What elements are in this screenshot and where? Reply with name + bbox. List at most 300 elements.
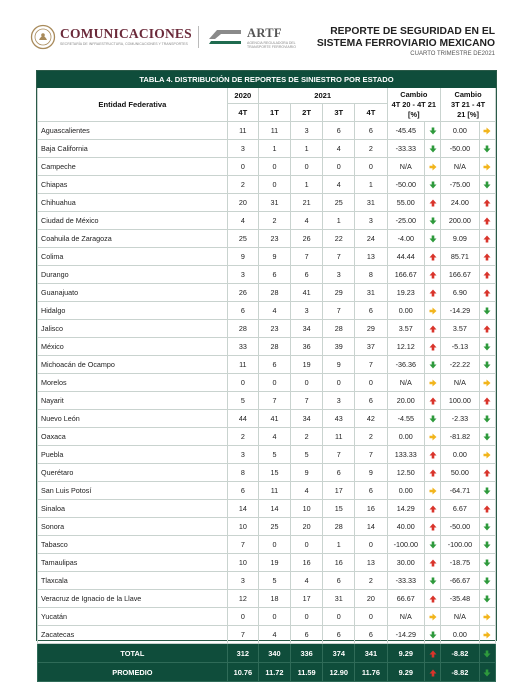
value-2t-2021: 26: [291, 230, 323, 248]
entity-name: Michoacán de Ocampo: [38, 356, 228, 374]
value-2t-2021: 7: [291, 392, 323, 410]
arrow-down-icon: [425, 410, 441, 428]
value-2t-2021: 336: [291, 644, 323, 663]
entity-name: Zacatecas: [38, 626, 228, 644]
change-quarterly-value: 9.09: [441, 230, 480, 248]
arrow-up-icon: [479, 284, 495, 302]
value-2t-2021: 4: [291, 572, 323, 590]
arrow-up-icon: [479, 464, 495, 482]
value-4t-2021: 11.76: [355, 663, 387, 682]
arrow-down-icon: [479, 356, 495, 374]
value-4t-2021: 13: [355, 248, 387, 266]
artf-logo: [207, 24, 317, 52]
change-annual-value: 66.67: [387, 590, 425, 608]
value-4t-2021: 9: [355, 464, 387, 482]
change-annual-value: 0.00: [387, 428, 425, 446]
change-quarterly-value: -64.71: [441, 482, 480, 500]
change-quarterly-value: 200.00: [441, 212, 480, 230]
table-row: [38, 302, 496, 320]
value-3t-2021: 6: [323, 464, 355, 482]
value-4t-2021: 13: [355, 554, 387, 572]
value-1t-2021: 41: [258, 410, 290, 428]
change-quarterly-value: 0.00: [441, 122, 480, 140]
arrow-up-icon: [479, 320, 495, 338]
value-4t-2021: 2: [355, 140, 387, 158]
change-annual-value: 166.67: [387, 266, 425, 284]
value-4t-2021: 7: [355, 446, 387, 464]
entity-name: Hidalgo: [38, 302, 228, 320]
table-row: [38, 482, 496, 500]
entity-name: Querétaro: [38, 464, 228, 482]
arrow-down-icon: [479, 482, 495, 500]
value-4t-2021: 1: [355, 176, 387, 194]
change-annual-value: 0.00: [387, 482, 425, 500]
entity-name: Tlaxcala: [38, 572, 228, 590]
change-annual-value: 9.29: [387, 644, 425, 663]
value-1t-2021: 2: [258, 212, 290, 230]
value-3t-2021: 6: [323, 572, 355, 590]
arrow-down-icon: [425, 356, 441, 374]
value-2t-2021: 5: [291, 446, 323, 464]
value-1t-2021: 6: [258, 356, 290, 374]
report-title-line-2: SISTEMA FERROVIARIO MEXICANO: [316, 38, 495, 49]
change-quarterly-value: -35.48: [441, 590, 480, 608]
report-title-line-1: REPORTE DE SEGURIDAD EN EL: [330, 26, 495, 37]
value-3t-2021: 17: [323, 482, 355, 500]
arrow-down-icon: [425, 536, 441, 554]
comunicaciones-logo: [30, 24, 190, 52]
page-header: [0, 0, 516, 66]
arrow-right-icon: [479, 446, 495, 464]
value-3t-2021: 374: [323, 644, 355, 663]
value-2t-2021: 9: [291, 464, 323, 482]
value-4t-2020: 14: [227, 500, 258, 518]
value-2t-2021: 1: [291, 140, 323, 158]
table-row: [38, 590, 496, 608]
value-3t-2021: 43: [323, 410, 355, 428]
value-3t-2021: 11: [323, 428, 355, 446]
arrow-up-icon: [425, 500, 441, 518]
arrow-down-icon: [479, 554, 495, 572]
table-row: [38, 464, 496, 482]
value-1t-2021: 5: [258, 572, 290, 590]
arrow-up-icon: [479, 194, 495, 212]
value-4t-2020: 0: [227, 158, 258, 176]
value-3t-2021: 4: [323, 176, 355, 194]
arrow-up-icon: [425, 590, 441, 608]
logo-divider: [198, 26, 199, 48]
value-2t-2021: 7: [291, 248, 323, 266]
arrow-down-icon: [479, 338, 495, 356]
table-row: [38, 626, 496, 644]
entity-name: Jalisco: [38, 320, 228, 338]
arrow-right-icon: [479, 626, 495, 644]
change-annual-value: 12.50: [387, 464, 425, 482]
value-3t-2021: 7: [323, 248, 355, 266]
arrow-up-icon: [425, 554, 441, 572]
entity-name: Ciudad de México: [38, 212, 228, 230]
value-2t-2021: 3: [291, 122, 323, 140]
change-quarterly-value: -5.13: [441, 338, 480, 356]
arrow-up-icon: [425, 248, 441, 266]
total-row: [38, 644, 496, 663]
value-1t-2021: 4: [258, 626, 290, 644]
col-header-4t-2021: 4T: [355, 104, 387, 122]
change-annual-value: N/A: [387, 374, 425, 392]
change-annual-value: -45.45: [387, 122, 425, 140]
artf-title: ARTF: [247, 26, 282, 40]
change-annual-value: -33.33: [387, 140, 425, 158]
value-2t-2021: 0: [291, 374, 323, 392]
arrow-down-icon: [479, 644, 495, 663]
change-annual-value: N/A: [387, 608, 425, 626]
arrow-up-icon: [479, 500, 495, 518]
table-row: [38, 500, 496, 518]
value-3t-2021: 6: [323, 626, 355, 644]
value-1t-2021: 23: [258, 320, 290, 338]
arrow-up-icon: [425, 284, 441, 302]
value-3t-2021: 0: [323, 608, 355, 626]
table-row: [38, 338, 496, 356]
value-4t-2021: 6: [355, 626, 387, 644]
value-4t-2020: 2: [227, 428, 258, 446]
col-header-4t-2020: 4T: [227, 104, 258, 122]
table-row: [38, 158, 496, 176]
value-4t-2020: 28: [227, 320, 258, 338]
value-2t-2021: 10: [291, 500, 323, 518]
value-1t-2021: 6: [258, 266, 290, 284]
artf-subtitle: AGENCIA REGULADORA DEL TRANSPORTE FERROVIARIO: [247, 41, 296, 49]
report-title: [317, 26, 495, 50]
table-caption: TABLA 4. DISTRIBUCIÓN DE REPORTES DE SINIESTRO POR ESTADO: [38, 72, 496, 88]
table-row: [38, 176, 496, 194]
value-4t-2021: 0: [355, 536, 387, 554]
value-4t-2020: 7: [227, 536, 258, 554]
change-annual-value: 3.57: [387, 320, 425, 338]
value-4t-2020: 10: [227, 554, 258, 572]
arrow-down-icon: [479, 518, 495, 536]
table-row: [38, 230, 496, 248]
col-header-3t-2021: 3T: [323, 104, 355, 122]
value-2t-2021: 4: [291, 482, 323, 500]
change-annual-value: 12.12: [387, 338, 425, 356]
table-row: [38, 140, 496, 158]
value-4t-2020: 25: [227, 230, 258, 248]
value-3t-2021: 7: [323, 302, 355, 320]
value-2t-2021: 16: [291, 554, 323, 572]
arrow-up-icon: [425, 663, 441, 682]
value-4t-2021: 42: [355, 410, 387, 428]
value-2t-2021: 0: [291, 158, 323, 176]
entity-name: Coahuila de Zaragoza: [38, 230, 228, 248]
value-4t-2021: 0: [355, 608, 387, 626]
change-quarterly-value: 6.67: [441, 500, 480, 518]
value-1t-2021: 23: [258, 230, 290, 248]
report-period: CUARTO TRIMESTRE DE2021: [410, 51, 495, 57]
value-1t-2021: 11: [258, 482, 290, 500]
value-2t-2021: 0: [291, 536, 323, 554]
change-quarterly-value: N/A: [441, 608, 480, 626]
value-2t-2021: 19: [291, 356, 323, 374]
entity-name: Sinaloa: [38, 500, 228, 518]
entity-name: Veracruz de Ignacio de la Llave: [38, 590, 228, 608]
value-4t-2020: 3: [227, 572, 258, 590]
entity-name: San Luis Potosí: [38, 482, 228, 500]
arrow-up-icon: [425, 464, 441, 482]
national-seal-icon: [30, 24, 56, 50]
change-quarterly-value: 100.00: [441, 392, 480, 410]
value-4t-2021: 14: [355, 518, 387, 536]
value-4t-2020: 3: [227, 446, 258, 464]
col-header-2021: 2021: [258, 88, 387, 104]
entity-name: Puebla: [38, 446, 228, 464]
value-4t-2020: 12: [227, 590, 258, 608]
value-4t-2021: 37: [355, 338, 387, 356]
value-4t-2020: 33: [227, 338, 258, 356]
value-2t-2021: 34: [291, 320, 323, 338]
value-4t-2021: 0: [355, 158, 387, 176]
value-3t-2021: 29: [323, 284, 355, 302]
change-quarterly-value: 0.00: [441, 626, 480, 644]
arrow-down-icon: [479, 428, 495, 446]
arrow-up-icon: [425, 518, 441, 536]
change-quarterly-value: 166.67: [441, 266, 480, 284]
change-quarterly-value: 6.90: [441, 284, 480, 302]
value-2t-2021: 36: [291, 338, 323, 356]
arrow-down-icon: [425, 572, 441, 590]
change-quarterly-value: -66.67: [441, 572, 480, 590]
entity-name: Morelos: [38, 374, 228, 392]
entity-name: Guanajuato: [38, 284, 228, 302]
value-1t-2021: 1: [258, 140, 290, 158]
arrow-up-icon: [479, 392, 495, 410]
value-1t-2021: 28: [258, 284, 290, 302]
entity-name: Campeche: [38, 158, 228, 176]
value-4t-2021: 6: [355, 392, 387, 410]
arrow-right-icon: [425, 302, 441, 320]
entity-name: Sonora: [38, 518, 228, 536]
value-4t-2020: 6: [227, 302, 258, 320]
change-annual-value: -100.00: [387, 536, 425, 554]
change-quarterly-value: -50.00: [441, 140, 480, 158]
value-4t-2021: 16: [355, 500, 387, 518]
entity-name: TOTAL: [38, 644, 228, 663]
arrow-down-icon: [425, 122, 441, 140]
value-4t-2021: 0: [355, 374, 387, 392]
arrow-up-icon: [479, 212, 495, 230]
promedio-row: [38, 663, 496, 682]
table-row: [38, 194, 496, 212]
value-2t-2021: 6: [291, 266, 323, 284]
value-2t-2021: 20: [291, 518, 323, 536]
table-row: [38, 410, 496, 428]
value-1t-2021: 18: [258, 590, 290, 608]
change-quarterly-value: -50.00: [441, 518, 480, 536]
change-quarterly-value: N/A: [441, 374, 480, 392]
col-header-cambio-anual: Cambio 4T 20 - 4T 21 [%]: [387, 88, 441, 122]
value-2t-2021: 34: [291, 410, 323, 428]
change-annual-value: 55.00: [387, 194, 425, 212]
arrow-right-icon: [479, 158, 495, 176]
value-4t-2020: 11: [227, 122, 258, 140]
value-1t-2021: 31: [258, 194, 290, 212]
table-row: [38, 518, 496, 536]
arrow-down-icon: [479, 140, 495, 158]
change-quarterly-value: -75.00: [441, 176, 480, 194]
change-quarterly-value: 85.71: [441, 248, 480, 266]
value-4t-2020: 5: [227, 392, 258, 410]
change-annual-value: 14.29: [387, 500, 425, 518]
value-1t-2021: 0: [258, 374, 290, 392]
value-1t-2021: 340: [258, 644, 290, 663]
change-annual-value: 44.44: [387, 248, 425, 266]
comunicaciones-subtitle: SECRETARÍA DE INFRAESTRUCTURA, COMUNICACIONES Y TRANSPORTES: [60, 42, 188, 46]
value-4t-2020: 10.76: [227, 663, 258, 682]
change-annual-value: 0.00: [387, 302, 425, 320]
value-3t-2021: 31: [323, 590, 355, 608]
value-2t-2021: 1: [291, 176, 323, 194]
table-row: [38, 248, 496, 266]
arrow-up-icon: [425, 194, 441, 212]
table-row: [38, 356, 496, 374]
arrow-down-icon: [479, 572, 495, 590]
change-annual-value: 40.00: [387, 518, 425, 536]
value-1t-2021: 4: [258, 428, 290, 446]
value-4t-2020: 26: [227, 284, 258, 302]
value-3t-2021: 7: [323, 446, 355, 464]
table-row: [38, 572, 496, 590]
arrow-right-icon: [425, 158, 441, 176]
table-row: [38, 122, 496, 140]
value-2t-2021: 41: [291, 284, 323, 302]
arrow-right-icon: [425, 428, 441, 446]
arrow-down-icon: [425, 176, 441, 194]
value-2t-2021: 17: [291, 590, 323, 608]
value-4t-2020: 11: [227, 356, 258, 374]
value-1t-2021: 11: [258, 122, 290, 140]
change-annual-value: -14.29: [387, 626, 425, 644]
change-quarterly-value: 0.00: [441, 446, 480, 464]
value-1t-2021: 15: [258, 464, 290, 482]
value-2t-2021: 2: [291, 428, 323, 446]
value-1t-2021: 0: [258, 536, 290, 554]
arrow-down-icon: [425, 230, 441, 248]
value-4t-2020: 312: [227, 644, 258, 663]
change-annual-value: -50.00: [387, 176, 425, 194]
col-header-2t-2021: 2T: [291, 104, 323, 122]
arrow-up-icon: [479, 248, 495, 266]
table-row: [38, 284, 496, 302]
entity-name: Aguascalientes: [38, 122, 228, 140]
table-row: [38, 266, 496, 284]
value-4t-2020: 44: [227, 410, 258, 428]
value-1t-2021: 11.72: [258, 663, 290, 682]
entity-name: Oaxaca: [38, 428, 228, 446]
arrow-down-icon: [479, 176, 495, 194]
arrow-right-icon: [479, 374, 495, 392]
value-4t-2021: 6: [355, 122, 387, 140]
change-annual-value: -33.33: [387, 572, 425, 590]
value-1t-2021: 4: [258, 302, 290, 320]
value-1t-2021: 25: [258, 518, 290, 536]
value-2t-2021: 4: [291, 212, 323, 230]
value-2t-2021: 6: [291, 626, 323, 644]
value-2t-2021: 0: [291, 608, 323, 626]
value-4t-2021: 7: [355, 356, 387, 374]
value-3t-2021: 3: [323, 266, 355, 284]
value-2t-2021: 21: [291, 194, 323, 212]
value-4t-2020: 8: [227, 464, 258, 482]
entity-name: Durango: [38, 266, 228, 284]
table-row: [38, 536, 496, 554]
value-4t-2021: 29: [355, 320, 387, 338]
arrow-up-icon: [425, 320, 441, 338]
value-4t-2020: 9: [227, 248, 258, 266]
value-4t-2021: 20: [355, 590, 387, 608]
change-annual-value: N/A: [387, 158, 425, 176]
value-4t-2021: 2: [355, 572, 387, 590]
value-1t-2021: 14: [258, 500, 290, 518]
value-3t-2021: 3: [323, 392, 355, 410]
arrow-up-icon: [425, 338, 441, 356]
value-4t-2020: 4: [227, 212, 258, 230]
entity-name: México: [38, 338, 228, 356]
value-1t-2021: 28: [258, 338, 290, 356]
value-1t-2021: 7: [258, 392, 290, 410]
col-header-1t-2021: 1T: [258, 104, 290, 122]
entity-name: Yucatán: [38, 608, 228, 626]
value-3t-2021: 28: [323, 518, 355, 536]
change-quarterly-value: -100.00: [441, 536, 480, 554]
change-quarterly-value: -81.82: [441, 428, 480, 446]
arrow-down-icon: [425, 212, 441, 230]
arrow-down-icon: [479, 590, 495, 608]
value-1t-2021: 0: [258, 176, 290, 194]
entity-name: Nuevo León: [38, 410, 228, 428]
col-header-2020: 2020: [227, 88, 258, 104]
arrow-up-icon: [425, 644, 441, 663]
value-3t-2021: 15: [323, 500, 355, 518]
arrow-down-icon: [425, 140, 441, 158]
value-1t-2021: 0: [258, 158, 290, 176]
change-quarterly-value: -8.82: [441, 644, 480, 663]
entity-name: Tamaulipas: [38, 554, 228, 572]
value-2t-2021: 3: [291, 302, 323, 320]
value-4t-2020: 0: [227, 608, 258, 626]
value-3t-2021: 16: [323, 554, 355, 572]
change-annual-value: -36.36: [387, 356, 425, 374]
value-4t-2020: 3: [227, 266, 258, 284]
arrow-right-icon: [479, 608, 495, 626]
value-4t-2020: 3: [227, 140, 258, 158]
entity-name: Chihuahua: [38, 194, 228, 212]
value-3t-2021: 39: [323, 338, 355, 356]
value-3t-2021: 22: [323, 230, 355, 248]
entity-name: Baja California: [38, 140, 228, 158]
arrow-up-icon: [425, 392, 441, 410]
col-header-entity: Entidad Federativa: [38, 88, 228, 122]
arrow-right-icon: [425, 608, 441, 626]
col-header-cambio-trimestral: Cambio 3T 21 - 4T 21 [%]: [441, 88, 496, 122]
arrow-down-icon: [479, 536, 495, 554]
value-1t-2021: 5: [258, 446, 290, 464]
value-3t-2021: 12.90: [323, 663, 355, 682]
value-4t-2021: 3: [355, 212, 387, 230]
arrow-down-icon: [479, 410, 495, 428]
change-annual-value: -4.55: [387, 410, 425, 428]
change-annual-value: -4.00: [387, 230, 425, 248]
siniestros-table: [36, 70, 497, 677]
